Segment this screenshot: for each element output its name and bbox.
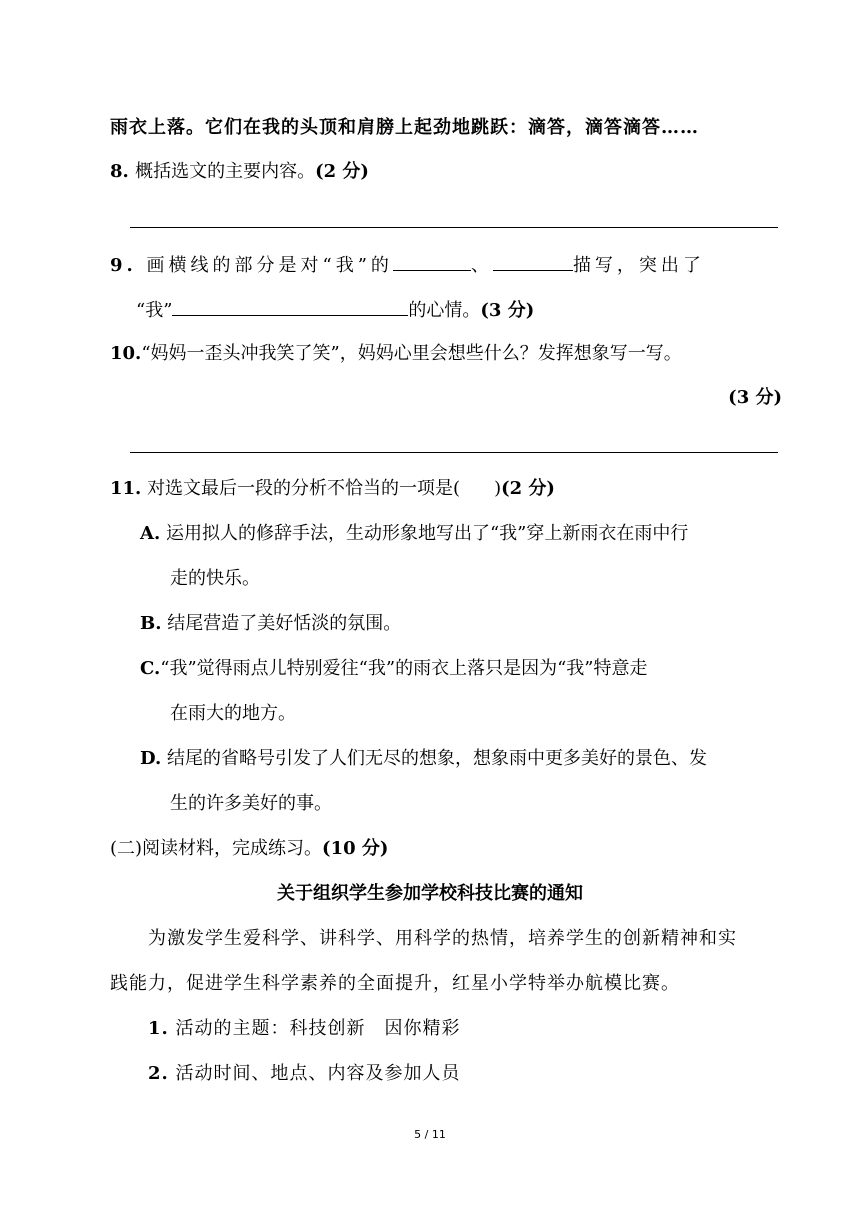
- notice-item-2-text: 活动时间、地点、内容及参加人员: [175, 1063, 461, 1084]
- blank-9-1[interactable]: [393, 252, 471, 271]
- page-number: 5 / 11: [414, 1128, 446, 1141]
- question-9-number: 9.: [110, 255, 137, 276]
- option-c-label: C.: [140, 658, 161, 679]
- question-9-separator: 、: [470, 255, 493, 276]
- question-8-number: 8.: [110, 161, 129, 182]
- notice-item-1-number: 1.: [148, 1018, 169, 1039]
- question-10: [110, 342, 682, 366]
- option-b-text: 结尾营造了美好恬淡的氛围。: [167, 613, 402, 634]
- notice-paragraph-line1: 为激发学生爱科学、讲科学、用科学的热情，培养学生的创新精神和实: [148, 928, 737, 949]
- question-8-score: (2 分): [315, 161, 369, 182]
- answer-line-q8[interactable]: [130, 227, 778, 228]
- option-c-line2: 在雨大的地方。: [170, 703, 296, 724]
- question-9-line2: [136, 297, 534, 323]
- question-9-score: (3 分): [480, 300, 535, 321]
- question-9-text-part1: 画横线的部分是对“我”的: [146, 255, 393, 276]
- option-a-text: 运用拟人的修辞手法，生动形象地写出了“我”穿上新雨衣在雨中行: [165, 523, 689, 544]
- question-11-score: (2 分): [501, 478, 555, 499]
- option-a-line1: [140, 522, 688, 546]
- question-8: [110, 160, 369, 184]
- question-11: [110, 477, 555, 501]
- option-b-line1: [140, 612, 401, 636]
- question-10-number: 10.: [110, 343, 142, 364]
- blank-9-2[interactable]: [493, 252, 573, 271]
- blank-9-3[interactable]: [172, 297, 408, 316]
- answer-line-q10[interactable]: [130, 452, 778, 453]
- question-9-line1: [110, 252, 705, 278]
- section-2-heading: [110, 837, 388, 861]
- option-c-line1: [140, 657, 648, 681]
- question-10-text: “妈妈一歪头冲我笑了笑”，妈妈心里会想些什么？发挥想象写一写。: [141, 343, 682, 364]
- notice-title: 关于组织学生参加学校科技比赛的通知: [277, 883, 583, 904]
- option-b-label: B.: [140, 613, 162, 634]
- option-c-text: “我”觉得雨点儿特别爱往“我”的雨衣上落只是因为“我”特意走: [160, 658, 648, 679]
- notice-item-2: [148, 1062, 461, 1086]
- question-9-text-part2: 描写，突出了: [572, 255, 705, 276]
- option-d-line1: [140, 747, 707, 771]
- option-a-line2: 走的快乐。: [170, 568, 260, 589]
- option-d-line2: 生的许多美好的事。: [170, 793, 332, 814]
- question-11-text: 对选文最后一段的分析不恰当的一项是(: [147, 478, 461, 499]
- section-2-score: (10 分): [322, 838, 389, 859]
- section-2-text: (二)阅读材料，完成练习。: [110, 838, 323, 859]
- option-d-text: 结尾的省略号引发了人们无尽的想象，想象雨中更多美好的景色、发: [166, 748, 707, 769]
- question-11-number: 11.: [110, 478, 142, 499]
- question-11-paren-close: ): [494, 478, 502, 499]
- option-d-label: D.: [140, 748, 162, 769]
- question-8-text: 概括选文的主要内容。: [135, 161, 316, 182]
- notice-item-1-text: 活动的主题：科技创新 因你精彩: [175, 1018, 461, 1039]
- passage-continuation-line: 雨衣上落。它们在我的头顶和肩膀上起劲地跳跃：滴答，滴答滴答……: [110, 117, 699, 138]
- question-9-line2-start: “我”: [136, 300, 173, 321]
- notice-paragraph-line2: 践能力，促进学生科学素养的全面提升，红星小学特举办航模比赛。: [110, 973, 680, 994]
- notice-item-2-number: 2.: [148, 1063, 169, 1084]
- notice-item-1: [148, 1017, 461, 1041]
- option-a-label: A.: [140, 523, 161, 544]
- question-10-score: (3 分): [728, 387, 782, 408]
- question-9-line2-end: 的心情。: [408, 300, 481, 321]
